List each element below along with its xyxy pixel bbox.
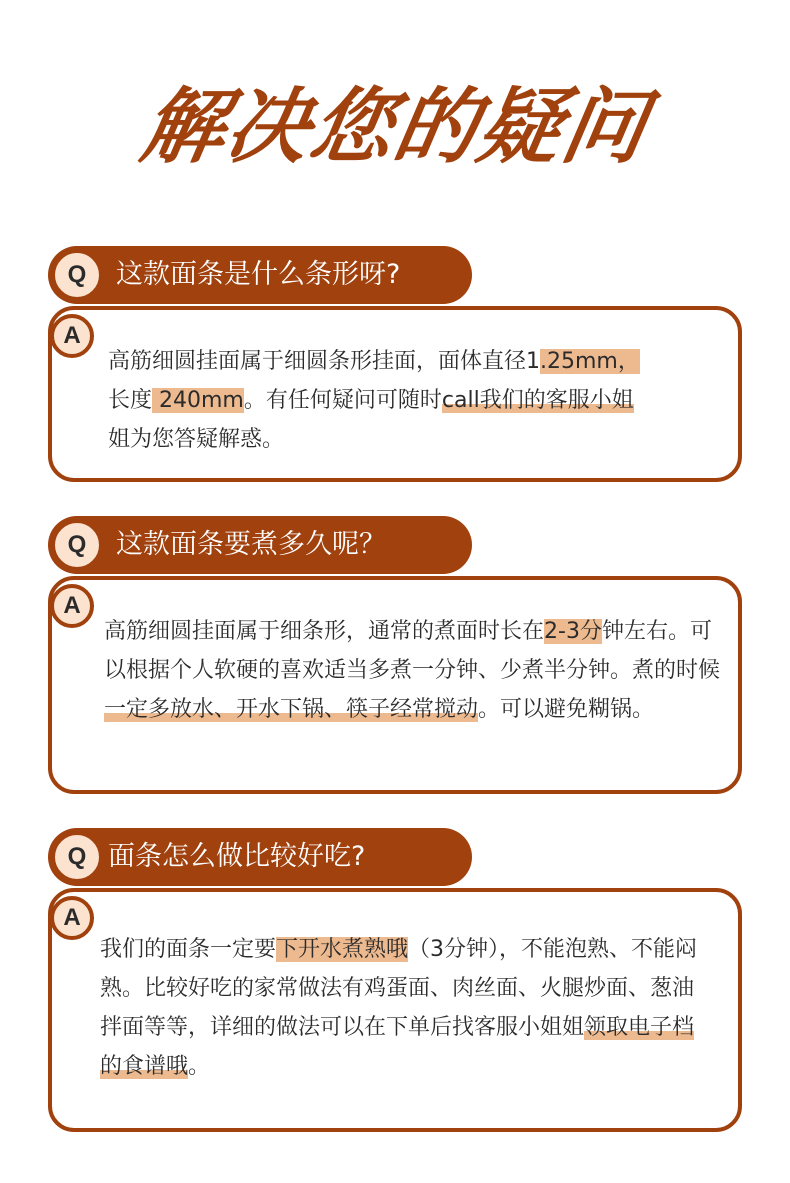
question-text-2: 这款面条要煮多久呢？ (116, 529, 386, 560)
a-badge-icon: A (50, 314, 94, 358)
answer-1-highlight-2: 240mm (152, 388, 244, 413)
q-badge-icon: Q (55, 835, 99, 879)
answer-2-highlight-1: 2-3分 (544, 619, 602, 644)
answer-3-part-1: 我们的面条一定要 (100, 937, 277, 962)
answer-2-highlight-2: 一定多放水、开水下锅、筷子经常搅动 (104, 697, 479, 722)
question-text-3: 面条怎么做比较好吃? (108, 841, 366, 872)
faq-question-1 (48, 246, 472, 304)
a-badge-icon: A (50, 896, 94, 940)
answer-1-highlight-3: call我们的客服小姐 (441, 388, 634, 413)
question-text-1: 这款面条是什么条形呀? (116, 259, 401, 290)
answer-1-part-4: 姐为您答疑解惑。 (108, 427, 285, 452)
faq-question-3 (48, 828, 472, 886)
answer-2-part-3: 。可以避免糊锅。 (478, 697, 655, 722)
answer-text-1 (108, 342, 688, 459)
q-badge-icon: Q (55, 523, 99, 567)
page-title: 解决您的疑问 (134, 80, 656, 175)
faq-answer-2 (48, 576, 742, 794)
answer-3-highlight-1: 下开水煮熟哦 (276, 937, 409, 962)
answer-3-part-3: 。 (188, 1054, 211, 1079)
answer-1-part-2: 长度 (108, 388, 153, 413)
answer-1-highlight-1: .25mm， (540, 349, 640, 374)
answer-text-2 (104, 612, 732, 729)
answer-1-part-1: 高筋细圆挂面属于细圆条形挂面，面体直径1 (108, 349, 540, 374)
a-badge-icon: A (50, 584, 94, 628)
answer-3-highlight-2: 领取电子档的食谱哦 (100, 1015, 695, 1079)
answer-3-part-2: （3分钟），不能泡熟、不能闷熟。比较好吃的家常做法有鸡蛋面、肉丝面、火腿炒面、葱油拌面等等，详细的做法可以在下单后找客服小姐姐 (100, 937, 698, 1040)
answer-1-part-3: 。有任何疑问可随时 (243, 388, 442, 413)
answer-2-part-1: 高筋细圆挂面属于细条形，通常的煮面时长在 (104, 619, 545, 644)
q-badge-icon: Q (55, 253, 99, 297)
faq-answer-1 (48, 306, 742, 482)
answer-2-part-2: 钟左右。可以根据个人软硬的喜欢适当多煮一分钟、少煮半分钟。煮的时候 (104, 619, 721, 683)
answer-text-3 (100, 930, 700, 1086)
faq-question-2 (48, 516, 472, 574)
faq-answer-3 (48, 888, 742, 1132)
